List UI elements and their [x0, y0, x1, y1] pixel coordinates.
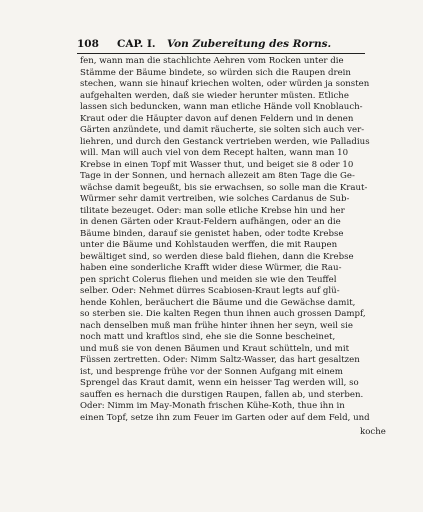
text-line: selber. Oder: Nehmet dürres Scabiosen-Kraut legts auf glü- — [80, 286, 340, 296]
text-line: Bäume binden, darauf sie genistet haben, oder todte Krebse — [80, 228, 344, 239]
text-line: Oder: Nimm im May-Monath frischen Kühe-Koth, thue ihn in — [80, 401, 345, 411]
text-line: nach denselben muß man frühe hinter ihnen her seyn, weil sie — [80, 320, 353, 331]
text-line: Sprengel das Kraut damit, wenn ein heisser Tag werden will, so — [80, 378, 359, 388]
text-line: Würmer sehr damit vertreiben, wie solches Cardanus de Sub- — [80, 194, 350, 204]
text-line: stechen, wann sie hinauf kriechen wolten, oder würden ja sonsten — [80, 79, 370, 89]
text-line: aufgehalten werden, daß sie wieder herunter müsten. Etliche — [80, 90, 349, 101]
text-line: Gärten anzündete, und damit räucherte, sie solten sich auch ver- — [80, 125, 365, 135]
text-line: liehren, und durch den Gestanck vertrieben werden, wie Palladius — [80, 136, 370, 147]
running-header — [77, 37, 377, 51]
text-line: Stämme der Bäume bindete, so würden sich die Raupen drein — [80, 67, 351, 78]
header-rule — [77, 53, 365, 54]
text-line: lassen sich beduncken, wann man etliche Hände voll Knoblauch- — [80, 102, 363, 112]
text-line: in denen Gärten oder Kraut-Feldern aufhängen, oder an die — [80, 217, 341, 227]
text-line: unter die Bäume und Kohlstauden werffen, die mit Raupen — [80, 240, 338, 250]
text-line: hende Kohlen, beräuchert die Bäume und die Gewächse damit, — [80, 297, 356, 308]
catchword: koche — [360, 427, 386, 437]
text-line: wächse damit begeußt, bis sie erwachsen, so solle man die Kraut- — [80, 182, 368, 193]
text-line: bewältiget sind, so werden diese bald fliehen, dann die Krebse — [80, 251, 354, 262]
text-line: Krebse in einen Topf mit Wasser thut, und beiget sie 8 oder 10 — [80, 159, 354, 170]
running-title: Von Zubereitung des Rorns. — [167, 38, 332, 50]
text-line: ist, und besprenge frühe vor der Sonnen Aufgang mit einem — [80, 366, 343, 377]
page-number: 108 — [77, 38, 99, 50]
text-line: einen Topf, setze ihn zum Feuer im Garten oder auf dem Feld, und — [80, 412, 370, 423]
text-line: sauffen es hernach die durstigen Raupen, fallen ab, und sterben. — [80, 389, 364, 400]
text-line: Tage in der Sonnen, und hernach allezeit am 8ten Tage die Ge- — [80, 171, 355, 181]
text-line: haben eine sonderliche Krafft wider diese Würmer, die Rau- — [80, 263, 342, 273]
body-text — [80, 56, 388, 424]
text-line: noch matt und kraftlos sind, ehe sie die Sonne bescheinet, — [80, 332, 336, 342]
chapter-label: CAP. I. — [117, 38, 156, 50]
text-line: so sterben sie. Die kalten Regen thun ihnen auch grossen Dampf, — [80, 309, 366, 319]
text-line: Füssen zertretten. Oder: Nimm Saltz-Wasser, das hart gesaltzen — [80, 355, 360, 365]
text-line: tilitate bezeuget. Oder: man solle etliche Krebse hin und her — [80, 205, 345, 216]
text-line: Kraut oder die Häupter davon auf denen Feldern und in denen — [80, 113, 354, 124]
text-line: pen spricht Colerus fliehen und meiden sie wie den Teuffel — [80, 274, 337, 285]
text-line: will. Man will auch viel von dem Recept halten, wann man 10 — [80, 148, 349, 158]
text-line: und muß sie von denen Bäumen und Kraut schütteln, und mit — [80, 343, 350, 354]
text-line: fen, wann man die stachlichte Aehren vom Rocken unter die — [80, 56, 344, 66]
